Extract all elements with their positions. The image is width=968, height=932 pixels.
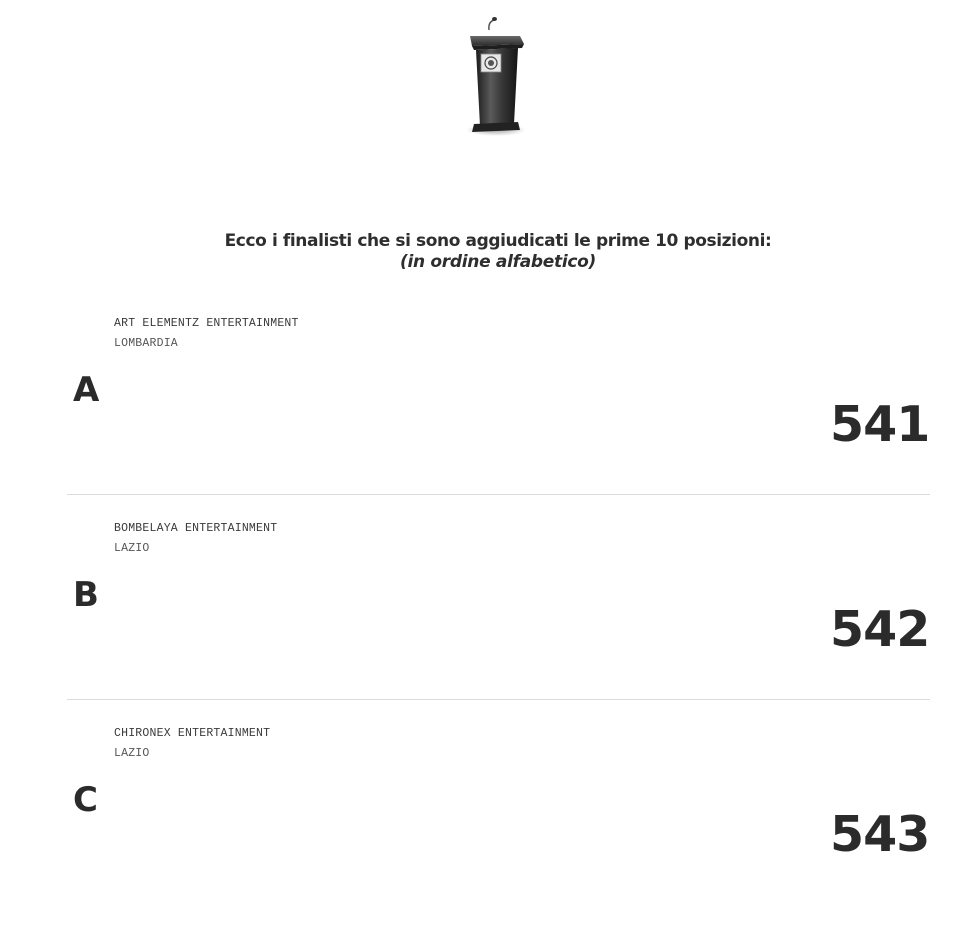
finalist-region: LAZIO [114,542,150,555]
finalist-entry [0,727,968,932]
finalist-entry [0,317,968,522]
finalist-entry [0,522,968,727]
heading-subtitle: (in ordine alfabetico) [400,252,596,272]
finalist-number: 542 [830,601,930,658]
heading-title: Ecco i finalisti che si sono aggiudicati le prime 10 posizioni: [224,231,772,251]
finalist-number: 543 [830,806,930,863]
podium-icon [462,12,530,138]
finalist-letter: C [73,780,98,820]
finalist-name: ART ELEMENTZ ENTERTAINMENT [114,317,299,330]
finalist-number: 541 [830,396,930,453]
finalist-letter: A [73,370,100,410]
divider [67,699,930,700]
finalist-region: LAZIO [114,747,150,760]
finalist-name: BOMBELAYA ENTERTAINMENT [114,522,278,535]
finalist-name: CHIRONEX ENTERTAINMENT [114,727,271,740]
finalist-region: LOMBARDIA [114,337,178,350]
finalists-heading [0,231,968,273]
finalist-letter: B [73,575,99,615]
divider [67,494,930,495]
